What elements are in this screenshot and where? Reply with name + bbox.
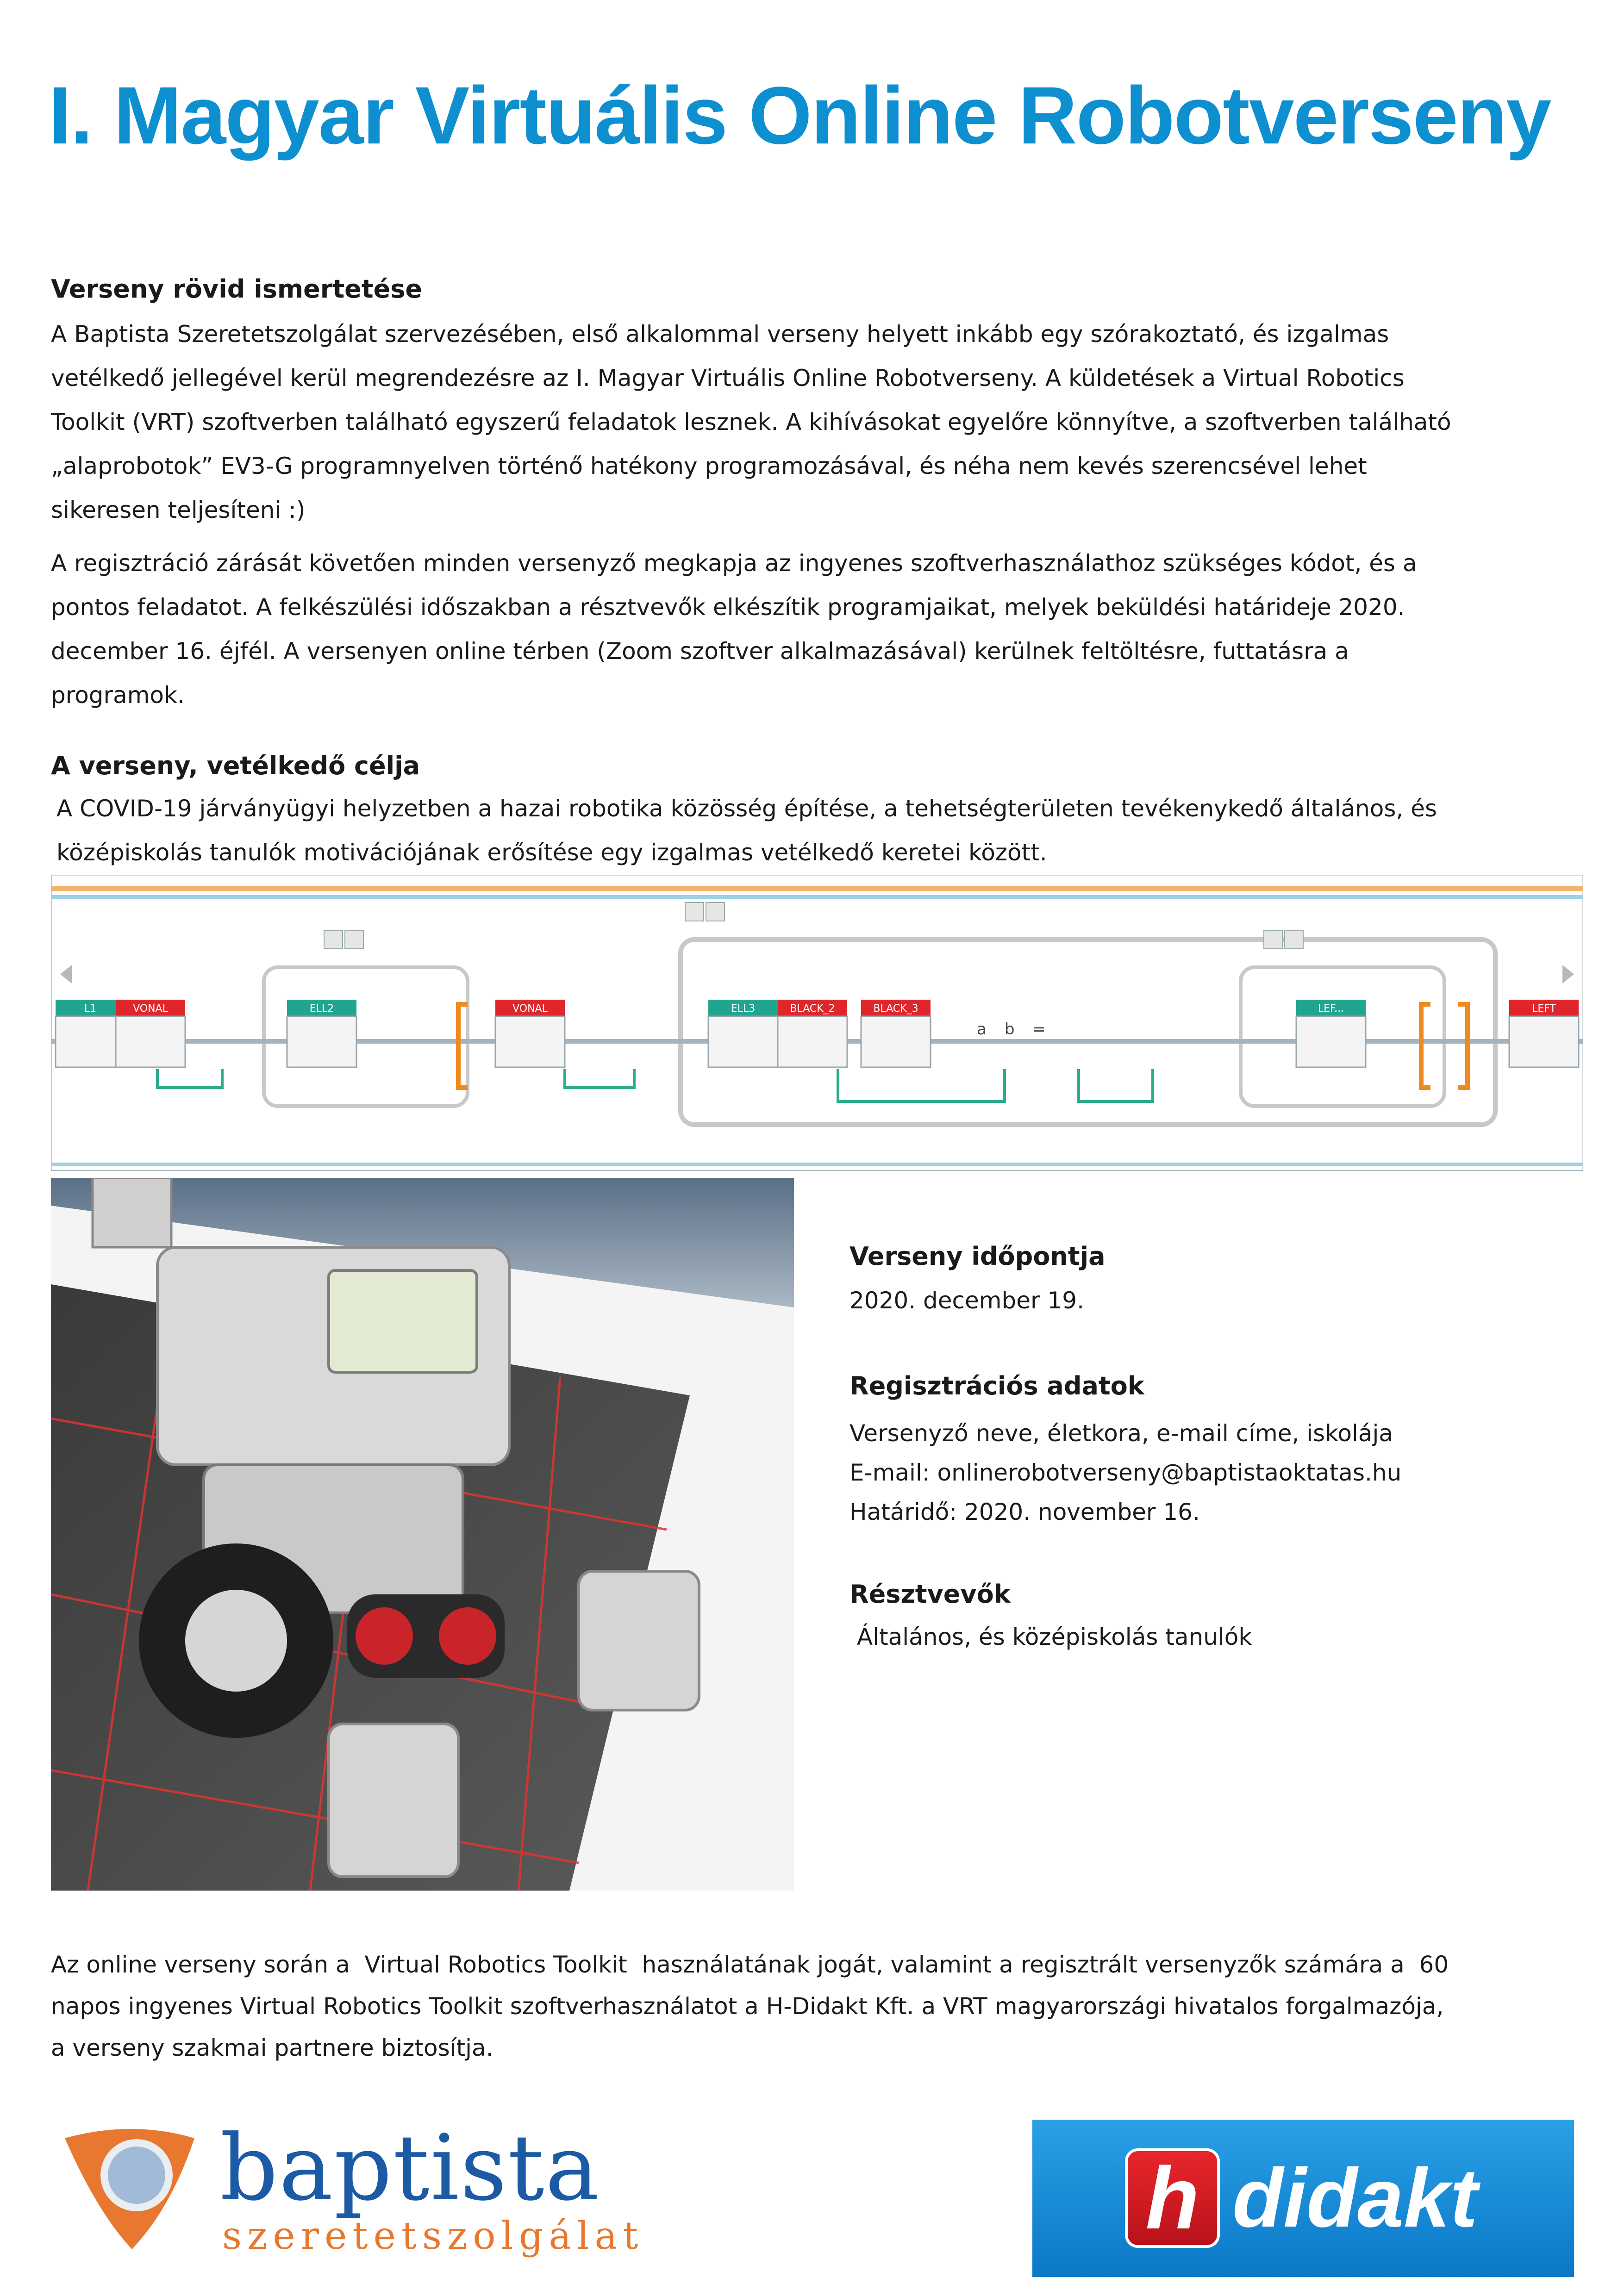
text-line: A Baptista Szeretetszolgálat szervezésében, első alkalommal verseny helyett inkább egy szórakoztató, és izgalmas [51, 321, 1389, 348]
program-block-body [56, 1016, 125, 1067]
program-block-body [495, 1016, 565, 1067]
text-line: Toolkit (VRT) szoftverben található egyszerű feladatok lesznek. A kihívásokat egyelőre könnyítve, a szoftverben található [51, 409, 1451, 436]
program-block-body [778, 1016, 847, 1067]
program-block [778, 1000, 847, 1067]
program-block-label: LEFT [1532, 1003, 1556, 1014]
goal-paragraph [56, 787, 1437, 875]
program-block [495, 1000, 565, 1067]
program-block-body [116, 1016, 185, 1067]
hdidakt-logo [1032, 2120, 1574, 2277]
text-line: napos ingyenes Virtual Robotics Toolkit szoftverhasználatot a H-Didakt Kft. a VRT magyarországi hivatalos forgalmazója, [51, 1993, 1444, 2020]
program-block-label: ELL3 [731, 1003, 756, 1014]
baptista-logo [56, 2110, 644, 2263]
participants-heading: Résztvevők [849, 1580, 1011, 1609]
program-block-body [708, 1016, 778, 1067]
date-value: 2020. december 19. [849, 1287, 1084, 1314]
intro-paragraph-1 [51, 312, 1451, 532]
hdidakt-h-badge [1125, 2148, 1220, 2248]
robot-render-image [51, 1178, 794, 1891]
compare-op-label: = [1032, 1020, 1046, 1039]
registration-email: E-mail: onlinerobotverseny@baptistaoktatas.hu [849, 1459, 1402, 1486]
program-block-body [861, 1016, 931, 1067]
text-line: középiskolás tanulók motivációjának erősítése egy izgalmas vetélkedő keretei között. [56, 839, 1047, 866]
hdidakt-wordmark: didakt [1232, 2152, 1478, 2245]
hdidakt-h-letter: h [1145, 2149, 1199, 2247]
program-block-label: BLACK_2 [790, 1003, 835, 1014]
participants-value: Általános, és középiskolás tanulók [849, 1624, 1252, 1650]
intro-heading: Verseny rövid ismertetése [51, 274, 423, 304]
program-block [708, 1000, 778, 1067]
page-title: I. Magyar Virtuális Online Robotverseny [49, 70, 1551, 161]
baptista-wordmark: baptista [220, 2116, 600, 2221]
program-block-label: ELL2 [309, 1003, 334, 1014]
program-block-label: VONAL [512, 1003, 548, 1014]
program-block [56, 1000, 125, 1067]
program-block-body [287, 1016, 356, 1067]
program-block [116, 1000, 185, 1067]
text-line: „alaprobotok” EV3-G programnyelven történő hatékony programozásával, és néha nem kevés szerencsével lehet [51, 453, 1367, 479]
text-line: programok. [51, 682, 185, 709]
registration-heading: Regisztrációs adatok [849, 1371, 1144, 1400]
program-block [287, 1000, 356, 1067]
footer-paragraph [51, 1944, 1449, 2069]
program-block-label: BLACK_3 [873, 1003, 918, 1014]
text-line: december 16. éjfél. A versenyen online térben (Zoom szoftver alkalmazásával) kerülnek feltöltésre, futtatásra a [51, 638, 1349, 665]
program-block-label: L1 [84, 1003, 97, 1014]
program-block [1509, 1000, 1579, 1067]
text-line: vetélkedő jellegével kerül megrendezésre az I. Magyar Virtuális Online Robotverseny. A küldetések a Virtual Robotics [51, 365, 1405, 392]
date-heading: Verseny időpontja [849, 1242, 1106, 1271]
program-block [861, 1000, 931, 1067]
program-block-label: VONAL [133, 1003, 168, 1014]
text-line: A COVID-19 járványügyi helyzetben a hazai robotika közösség építése, a tehetségterületen tevékenykedő általános, és [56, 795, 1437, 822]
registration-line: Versenyző neve, életkora, e-mail címe, iskolája [849, 1420, 1393, 1447]
program-block-body [1296, 1016, 1366, 1067]
program-block [1296, 1000, 1366, 1067]
text-line: a verseny szakmai partnere biztosítja. [51, 2035, 493, 2061]
compare-b-label: b [1005, 1020, 1015, 1039]
registration-deadline: Határidő: 2020. november 16. [849, 1499, 1200, 1525]
goal-heading: A verseny, vetélkedő célja [51, 751, 420, 780]
ev3-program-screenshot [51, 875, 1583, 1171]
registration-details [849, 1414, 1401, 1532]
baptista-emblem-icon [56, 2110, 208, 2263]
baptista-subtitle: szeretetszolgálat [222, 2214, 644, 2258]
text-line: sikeresen teljesíteni :) [51, 497, 306, 523]
program-block-label: LEF... [1318, 1003, 1344, 1014]
text-line: pontos feladatot. A felkészülési időszakban a résztvevők elkészítik programjaikat, melyek beküldési határideje 2020. [51, 594, 1405, 621]
compare-a-label: a [977, 1020, 987, 1039]
text-line: Az online verseny során a Virtual Robotics Toolkit használatának jogát, valamint a regisztrált versenyzők számára a 60 [51, 1951, 1449, 1978]
text-line: A regisztráció zárását követően minden versenyző megkapja az ingyenes szoftverhasználathoz szükséges kódot, és a [51, 550, 1417, 577]
intro-paragraph-2 [51, 541, 1417, 717]
program-block-body [1509, 1016, 1579, 1067]
